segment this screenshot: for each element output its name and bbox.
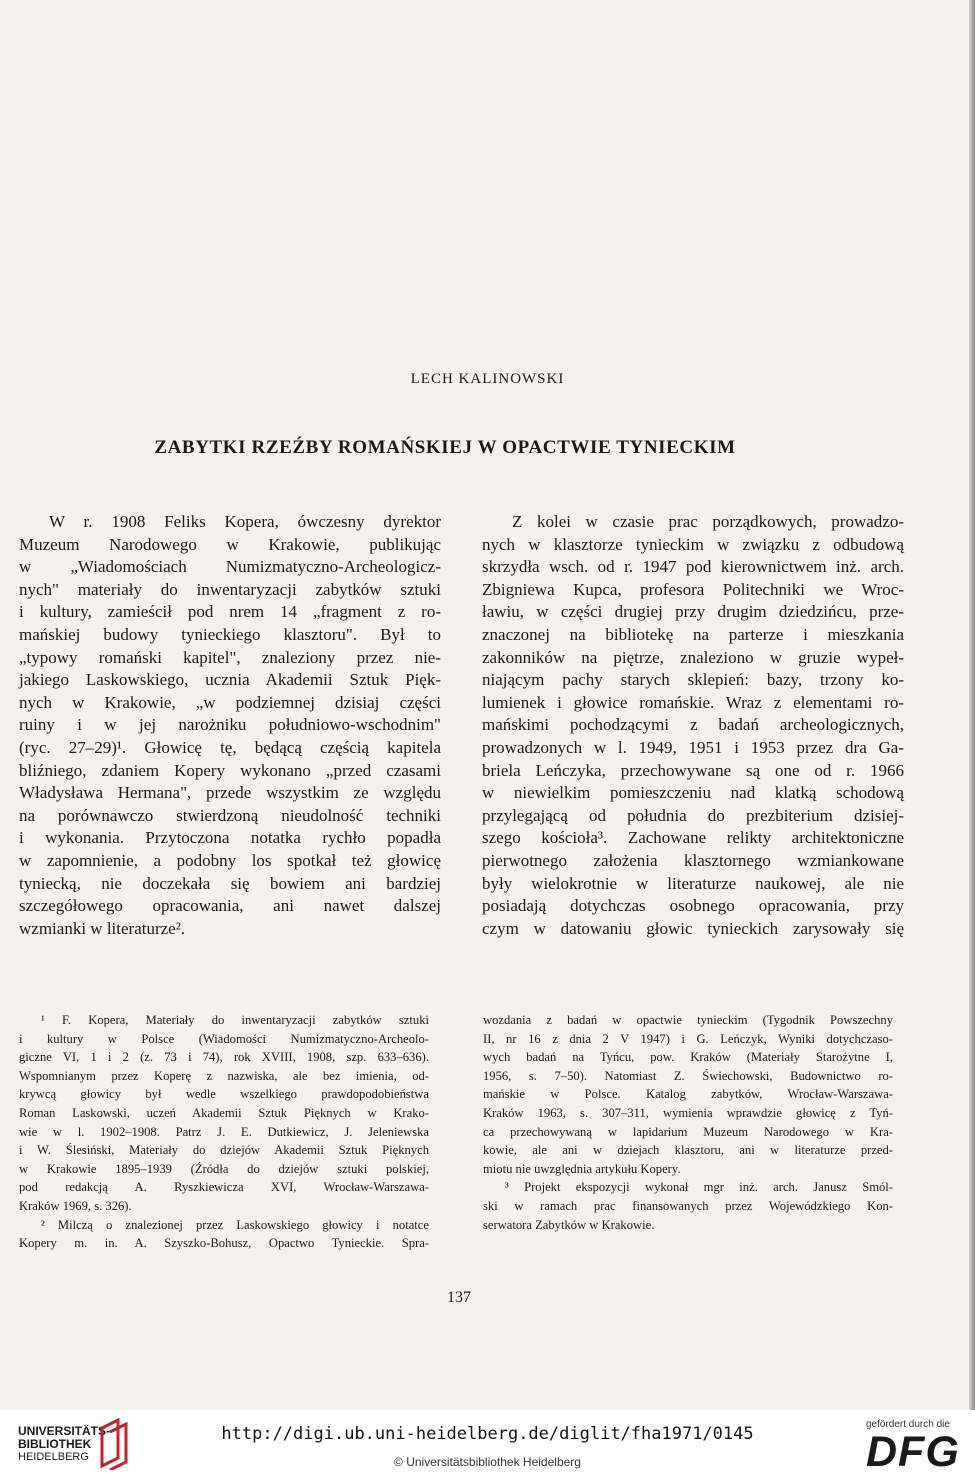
funding-label: gefördert durch die (866, 1419, 950, 1430)
body-column-right (482, 511, 904, 940)
body-line: szczegółowego opracowania, ani nawet dalszej (19, 896, 441, 916)
body-line: mańskiej budowy tynieckiego klasztoru". Był to (19, 624, 441, 644)
body-line: przylegającą od południa do prezbiterium dzisiej- (482, 805, 904, 825)
body-line: i wykonania. Przytoczona notatka rychło popadła (19, 828, 441, 848)
footnotes-right (483, 1011, 893, 1234)
body-line: ruiny i w jej narożniku południowo-wschodnim" (19, 715, 441, 735)
footnote-line: ¹ F. Kopera, Materiały do inwentaryzacji zabytków sztuki (41, 1013, 429, 1027)
body-line: briela Leńczyka, przechowywane są one od r. 1966 (482, 760, 904, 780)
footnote-line: 1956, s. 7–50). Natomiast Z. Świechowski, Budownictwo ro- (483, 1068, 893, 1083)
body-line: „typowy romański kapitel", znaleziony przez nie- (19, 647, 441, 667)
permalink-url[interactable]: http://digi.ub.uni-heidelberg.de/diglit/fha1971/0145 (221, 1424, 754, 1444)
body-line: W r. 1908 Feliks Kopera, ówczesny dyrektor (49, 512, 441, 531)
body-line: nych w Krakowie, „w podziemnej dzisiaj części (19, 692, 441, 712)
body-line: skrzydła wsch. od r. 1947 pod kierownictwem inż. arch. (482, 557, 904, 577)
footnote-line: w Krakowie 1895–1939 (Źródła do dziejów sztuki polskiej, (19, 1161, 429, 1176)
footnote-line: Kopery m. in. A. Szyszko-Bohusz, Opactwo Tynieckie. Spra- (19, 1236, 429, 1251)
footnote-line: ca przechowywaną w lapidarium Muzeum Narodowego w Kra- (483, 1124, 893, 1139)
footnote-line: miotu nie uwzględnia artykułu Kopery. (483, 1161, 681, 1176)
footnote-line: Kraków 1963, s. 307–311, wymienia wprawdzie głowicę z Tyń- (483, 1105, 893, 1120)
body-line: Zbigniewa Kupca, profesora Politechniki we Wroc- (482, 579, 904, 599)
footnote-line: wozdania z badań w opactwie tynieckim (Tygodnik Powszechny (483, 1013, 893, 1027)
footnote-line: wych badań na Tyńcu, pow. Kraków (Materiały Starożytne I, (483, 1050, 893, 1065)
footnote-line: Roman Laskowski, uczeń Akademii Sztuk Pięknych w Krako- (19, 1105, 429, 1120)
footnote-line: Kraków 1969, s. 326). (19, 1198, 132, 1213)
body-line: wzmianki w literaturze². (19, 918, 186, 938)
body-line: posiadają dotychczas osobnego opracowania, przy (482, 896, 904, 916)
author-name: LECH KALINOWSKI (410, 371, 565, 387)
body-line: prowadzonych w l. 1949, 1951 i 1953 przez dra Ga- (482, 737, 904, 757)
footnote-line: ski w ramach prac finansowanych przez Wojewódzkiego Kon- (483, 1198, 893, 1213)
footnote-line: kowie, ale ani w dziejach klasztoru, ani w literaturze przed- (483, 1143, 893, 1158)
copyright-notice: © Universitätsbibliothek Heidelberg (394, 1455, 581, 1469)
body-line: lumienek i głowice romańskie. Wraz z elementami ro- (482, 692, 904, 712)
body-line: niającym pachy starych sklepień: bazy, trzony ko- (482, 670, 904, 690)
library-name-line: BIBLIOTHEK (18, 1437, 92, 1451)
body-line: Muzeum Narodowego w Krakowie, publikując (19, 534, 441, 554)
body-line: w niewielkim pomieszczeniu nad klatką schodową (482, 783, 904, 803)
body-line: zakonników na piętrze, znaleziono w gruzie wypeł- (482, 647, 904, 667)
footnote-line: giczne VI, 1 i 2 (z. 73 i 74), rok XVIII, 1908, szp. 633–636). (19, 1050, 429, 1065)
footnotes-left (19, 1011, 429, 1253)
body-line: pierwotnego założenia klasztornego wzmiankowane (482, 850, 904, 870)
footnote-line: i kultury w Polsce (Wiadomości Numizmatyczno-Archeolo- (19, 1031, 429, 1046)
body-line: i kultury, zamieścił pod nrem 14 „fragment z ro- (19, 602, 441, 622)
footnote-line: ³ Projekt ekspozycji wykonał mgr inż. arch. Janusz Smól- (505, 1180, 893, 1195)
body-column-left (19, 511, 441, 940)
body-line: ławiu, w części drugiej przy drugim dziedzińcu, prze- (482, 602, 904, 622)
body-line: na porównawczo stwierdzoną nieudolność techniki (19, 805, 441, 825)
page-edge-shadow (969, 0, 975, 1410)
library-name-line: UNIVERSITÄTS- (18, 1424, 111, 1438)
library-name-line: HEIDELBERG (18, 1451, 89, 1463)
body-line: Z kolei w czasie prac porządkowych, prowadzo- (512, 512, 904, 531)
footnote-line: serwatora Zabytków w Krakowie. (483, 1217, 655, 1232)
footnote-line: wie w l. 1902–1908. Patrz J. E. Dutkiewicz, J. Jeleniewska (19, 1124, 429, 1139)
digitization-footer (0, 1410, 975, 1480)
body-line: bliźniego, zdaniem Kopery wykonano „przed czasami (19, 760, 441, 780)
body-line: znaczonej na bibliotekę na parterze i mieszkania (482, 624, 904, 644)
body-line: szego kościoła³. Zachowane relikty architektoniczne (482, 828, 904, 848)
body-line: nych" materiały do inwentaryzacji zabytków sztuki (19, 579, 441, 599)
body-line: tyniecką, nie doczekała się bowiem ani bardziej (19, 873, 441, 893)
dfg-logo[interactable]: DFG (866, 1428, 960, 1476)
footnote-line: II, nr 16 z dnia 2 V 1947) i G. Leńczyk, Wyniki dotychczaso- (483, 1031, 893, 1046)
body-line: były wielokrotnie w literaturze naukowej, ale nie (482, 873, 904, 893)
body-line: jakiego Laskowskiego, ucznia Akademii Sztuk Pięk- (19, 670, 441, 690)
footnote-line: pod redakcją A. Ryszkiewicza XVI, Wrocław-Warszawa- (19, 1180, 429, 1195)
body-line: w „Wiadomościach Numizmatyczno-Archeologicz- (19, 557, 441, 577)
body-line: w zapomnienie, a podobny los spotkał też głowicę (19, 850, 441, 870)
body-line: mańskimi pochodzącymi z badań archeologicznych, (482, 715, 904, 735)
footnote-line: krywcą głowicy był wedle wszelkiego prawdopodobieństwa (19, 1087, 429, 1102)
body-line: nych w klasztorze tynieckim w związku z odbudową (482, 534, 904, 554)
footnote-line: mańskie w Polsce. Katalog zabytków, Wrocław-Warszawa- (483, 1087, 893, 1102)
body-line: czym w datowaniu głowic tynieckich zarysowały się (482, 918, 904, 938)
body-line: Władysława Hermana", przede wszystkim ze względu (19, 783, 441, 803)
body-line: (ryc. 27–29)¹. Głowicę tę, będącą częścią kapitela (19, 737, 441, 757)
article-title: ZABYTKI RZEŹBY ROMAŃSKIEJ W OPACTWIE TYNIECKIM (154, 437, 736, 458)
page-number: 137 (447, 1289, 471, 1306)
footnote-line: i W. Ślesiński, Materiały do dziejów Akademii Sztuk Pięknych (19, 1143, 429, 1158)
footnote-line: Wspomnianym przez Koperę z nazwiska, ale bez imienia, od- (19, 1068, 429, 1083)
footnote-line: ² Milczą o znalezionej przez Laskowskiego głowicy i notatce (41, 1217, 429, 1232)
